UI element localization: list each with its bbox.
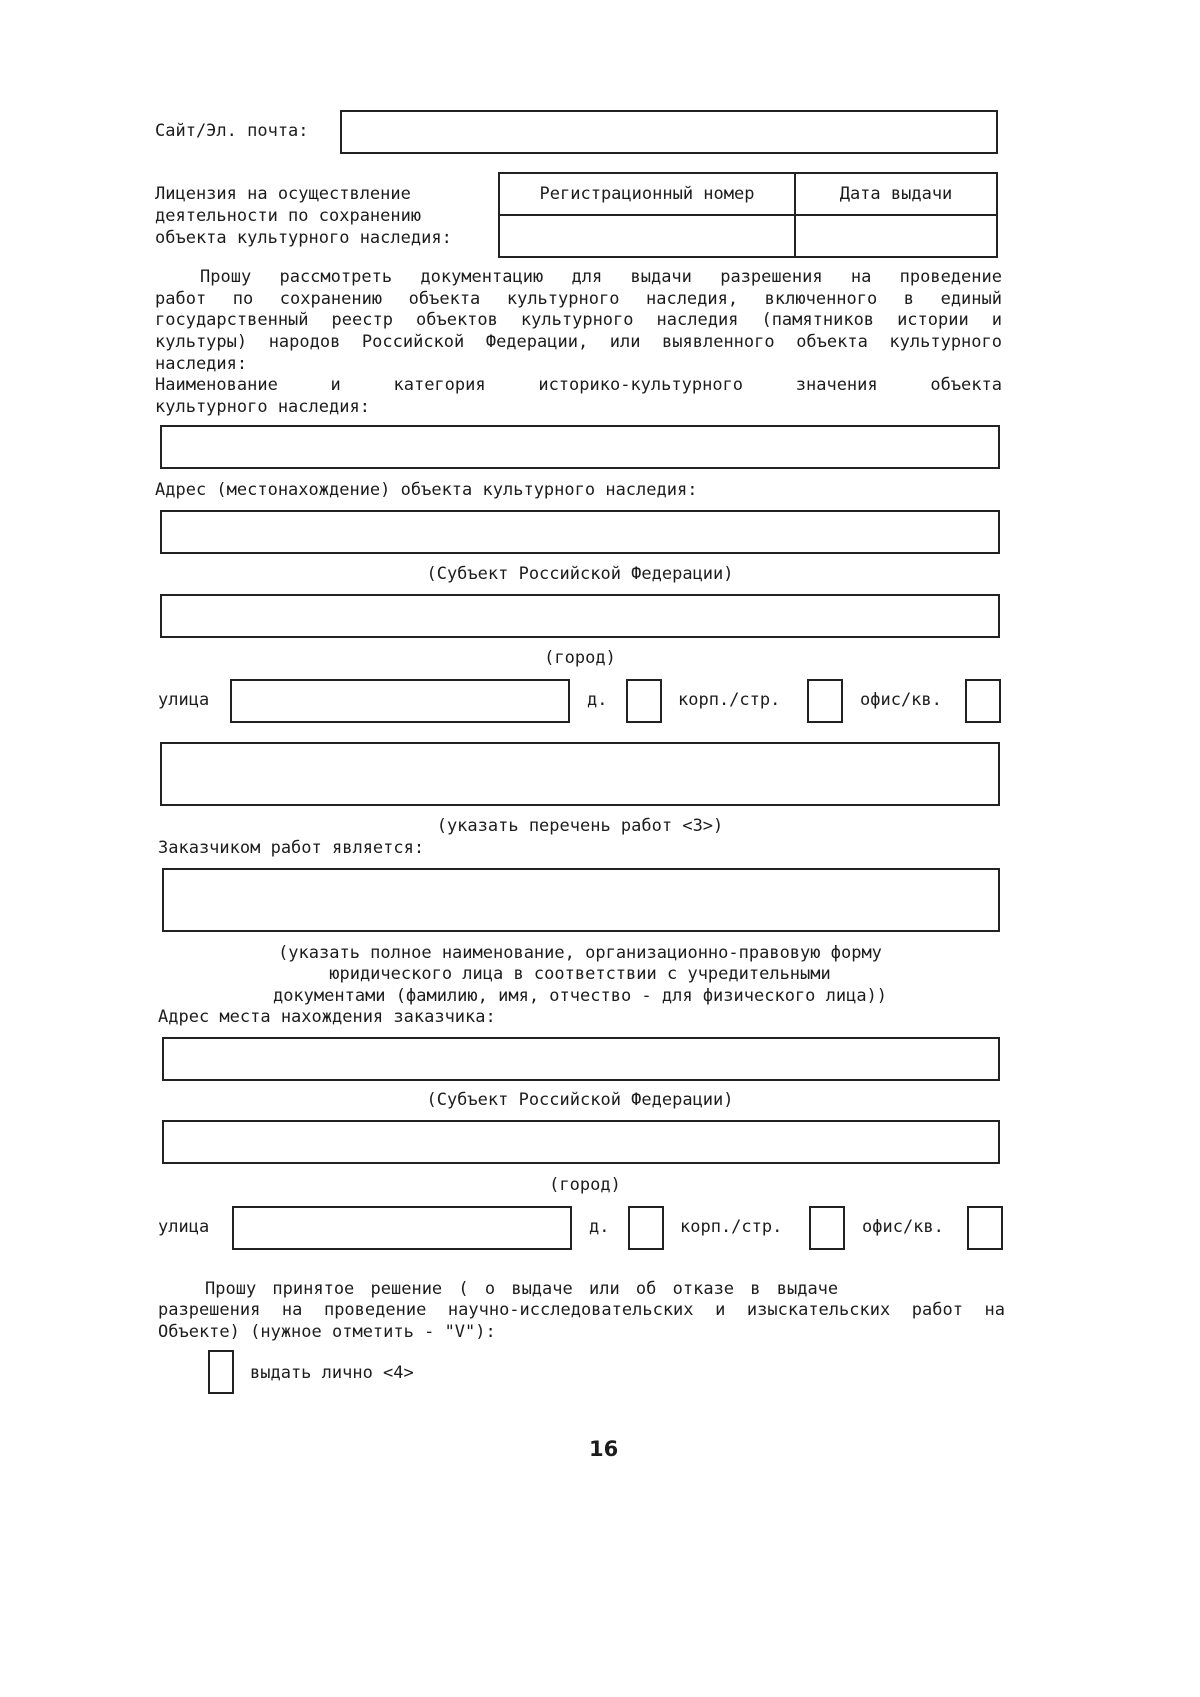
issue-personally-checkbox[interactable]: [208, 1350, 234, 1394]
object-name-label-line-2: культурного наследия:: [155, 397, 370, 417]
customer-building-field[interactable]: [809, 1206, 845, 1250]
object-address-label: Адрес (местонахождение) объекта культурного наследия:: [155, 480, 698, 500]
customer-caption-line-1: (указать полное наименование, организационно-правовую форму: [278, 943, 882, 963]
issue-personally-label: выдать лично <4>: [250, 1363, 414, 1383]
object-subject-caption: (Субъект Российской Федерации): [426, 564, 734, 584]
license-label-line-3: объекта культурного наследия:: [155, 228, 452, 248]
object-building-field[interactable]: [807, 679, 843, 723]
decision-line-2: разрешения на проведение научно-исследовательских и изыскательских работ на: [158, 1300, 1005, 1320]
object-office-label: офис/кв.: [860, 690, 942, 710]
license-label-line-1: Лицензия на осуществление: [155, 184, 411, 204]
request-line-1: Прошу рассмотреть документацию для выдачи разрешения на проведение: [200, 267, 1002, 287]
works-caption: (указать перечень работ <3>): [436, 816, 724, 836]
site-email-label: Сайт/Эл. почта:: [155, 121, 309, 141]
customer-caption-line-3: документами (фамилию, имя, отчество - для физического лица)): [272, 986, 888, 1006]
object-name-label-line-1: Наименование и категория историко-культурного значения объекта: [155, 375, 1002, 395]
reg-number-header: Регистрационный номер: [498, 172, 796, 216]
request-line-4: культуры) народов Российской Федерации, или выявленного объекта культурного: [155, 332, 1002, 352]
object-city-field[interactable]: [160, 594, 1000, 638]
customer-house-field[interactable]: [628, 1206, 664, 1250]
issue-date-header: Дата выдачи: [794, 172, 998, 216]
decision-line-3: Объекте) (нужное отметить - "V"):: [158, 1322, 496, 1342]
license-label-line-2: деятельности по сохранению: [155, 206, 422, 226]
object-name-field[interactable]: [160, 425, 1000, 469]
request-line-2: работ по сохранению объекта культурного наследия, включенного в единый: [155, 289, 1002, 309]
customer-city-field[interactable]: [162, 1120, 1000, 1164]
request-line-5: наследия:: [155, 354, 248, 374]
customer-office-field[interactable]: [967, 1206, 1003, 1250]
object-city-caption: (город): [544, 648, 616, 668]
customer-subject-caption: (Субъект Российской Федерации): [426, 1090, 734, 1110]
customer-address-label: Адрес места нахождения заказчика:: [158, 1007, 496, 1027]
decision-line-1: Прошу принятое решение ( о выдаче или об отказе в выдаче: [205, 1279, 839, 1299]
customer-city-caption: (город): [549, 1175, 621, 1195]
site-email-field[interactable]: [340, 110, 998, 154]
object-subject-field[interactable]: [160, 510, 1000, 554]
issue-date-field[interactable]: [794, 214, 998, 258]
customer-street-label: улица: [158, 1217, 210, 1237]
page-number: 16: [589, 1437, 619, 1461]
reg-number-field[interactable]: [498, 214, 796, 258]
object-house-field[interactable]: [626, 679, 662, 723]
customer-street-field[interactable]: [232, 1206, 572, 1250]
request-line-3: государственный реестр объектов культурного наследия (памятников истории и: [155, 310, 1002, 330]
customer-caption-line-2: юридического лица в соответствии с учредительными: [329, 964, 831, 984]
object-street-label: улица: [158, 690, 210, 710]
customer-field[interactable]: [162, 868, 1000, 932]
customer-label: Заказчиком работ является:: [158, 838, 425, 858]
customer-office-label: офис/кв.: [862, 1217, 944, 1237]
customer-building-label: корп./стр.: [680, 1217, 783, 1237]
object-building-label: корп./стр.: [678, 690, 781, 710]
works-list-field[interactable]: [160, 742, 1000, 806]
object-office-field[interactable]: [965, 679, 1001, 723]
object-house-label: д.: [587, 690, 608, 710]
object-street-field[interactable]: [230, 679, 570, 723]
customer-subject-field[interactable]: [162, 1037, 1000, 1081]
customer-house-label: д.: [589, 1217, 610, 1237]
